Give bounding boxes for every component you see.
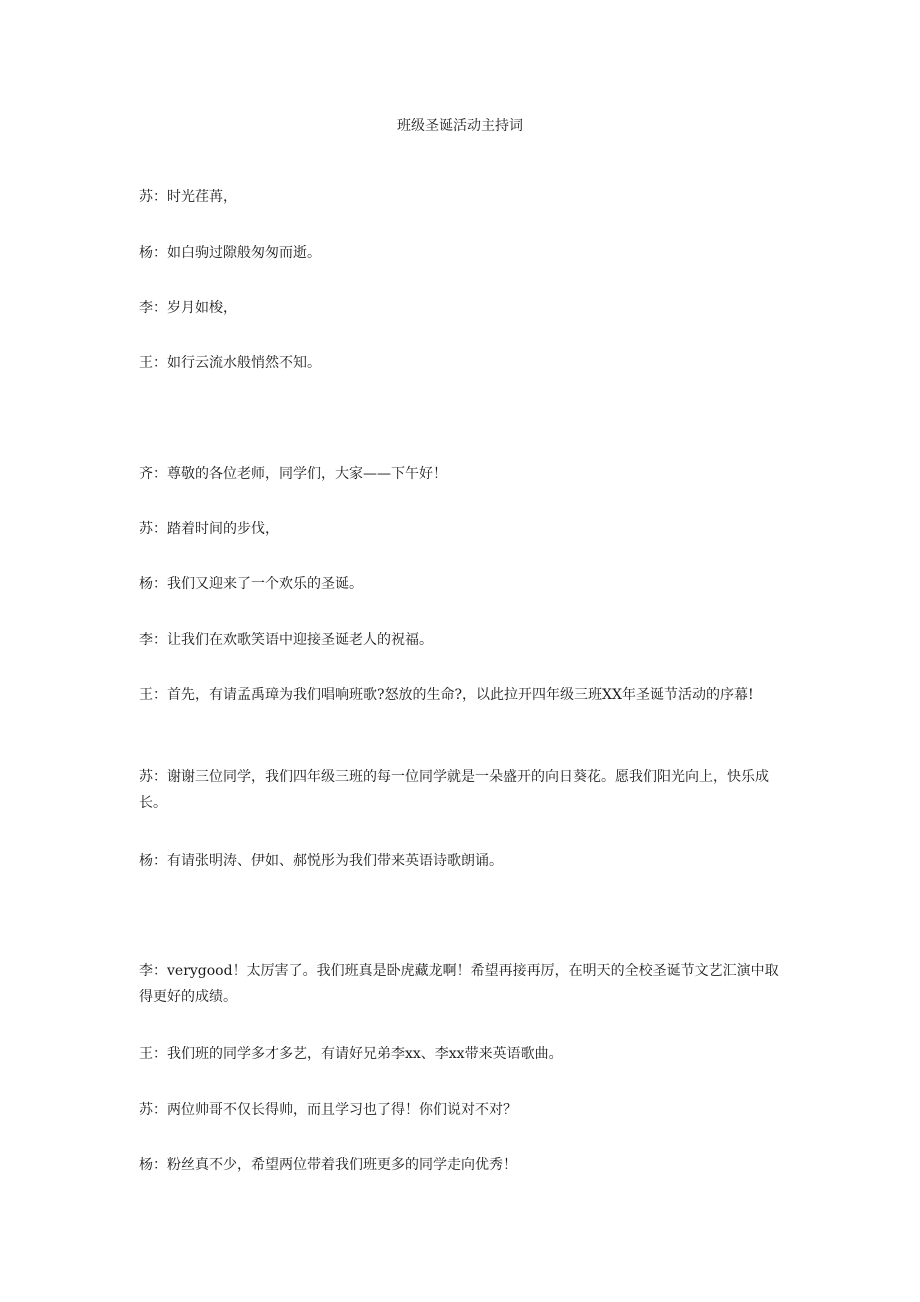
script-line-10: 苏：谢谢三位同学，我们四年级三班的每一位同学就是一朵盛开的向日葵花。愿我们阳光向上，快乐成长。	[139, 769, 769, 811]
script-line-2: 杨：如白驹过隙般匆匆而逝。	[139, 245, 321, 261]
script-line-3: 李：岁月如梭，	[139, 300, 237, 316]
script-line-9: 王：首先，有请孟禹璋为我们唱响班歌?怒放的生命?，以此拉开四年级三班XX年圣诞节活动的序幕!	[139, 687, 754, 703]
script-line-1: 苏：时光荏苒，	[139, 189, 237, 205]
script-line-5: 齐：尊敬的各位老师，同学们，大家——下午好！	[139, 466, 447, 482]
script-line-15: 杨：粉丝真不少，希望两位带着我们班更多的同学走向优秀！	[139, 1157, 517, 1173]
script-line-4: 王：如行云流水般悄然不知。	[139, 355, 321, 371]
script-line-8: 李：让我们在欢歌笑语中迎接圣诞老人的祝福。	[139, 632, 433, 648]
script-line-6: 苏：踏着时间的步伐，	[139, 521, 279, 537]
script-line-7: 杨：我们又迎来了一个欢乐的圣诞。	[139, 576, 363, 592]
document-title: 班级圣诞活动主持词	[397, 118, 523, 134]
script-line-14: 苏：两位帅哥不仅长得帅，而且学习也了得！你们说对不对？	[139, 1102, 517, 1118]
script-line-13: 王：我们班的同学多才多艺，有请好兄弟李xx、李xx带来英语歌曲。	[139, 1046, 563, 1062]
script-line-12: 李：verygood！太厉害了。我们班真是卧虎藏龙啊！希望再接再厉，在明天的全校圣诞节文艺汇演中取得更好的成绩。	[139, 963, 779, 1005]
script-line-11: 杨：有请张明涛、伊如、郝悦彤为我们带来英语诗歌朗诵。	[139, 853, 503, 869]
